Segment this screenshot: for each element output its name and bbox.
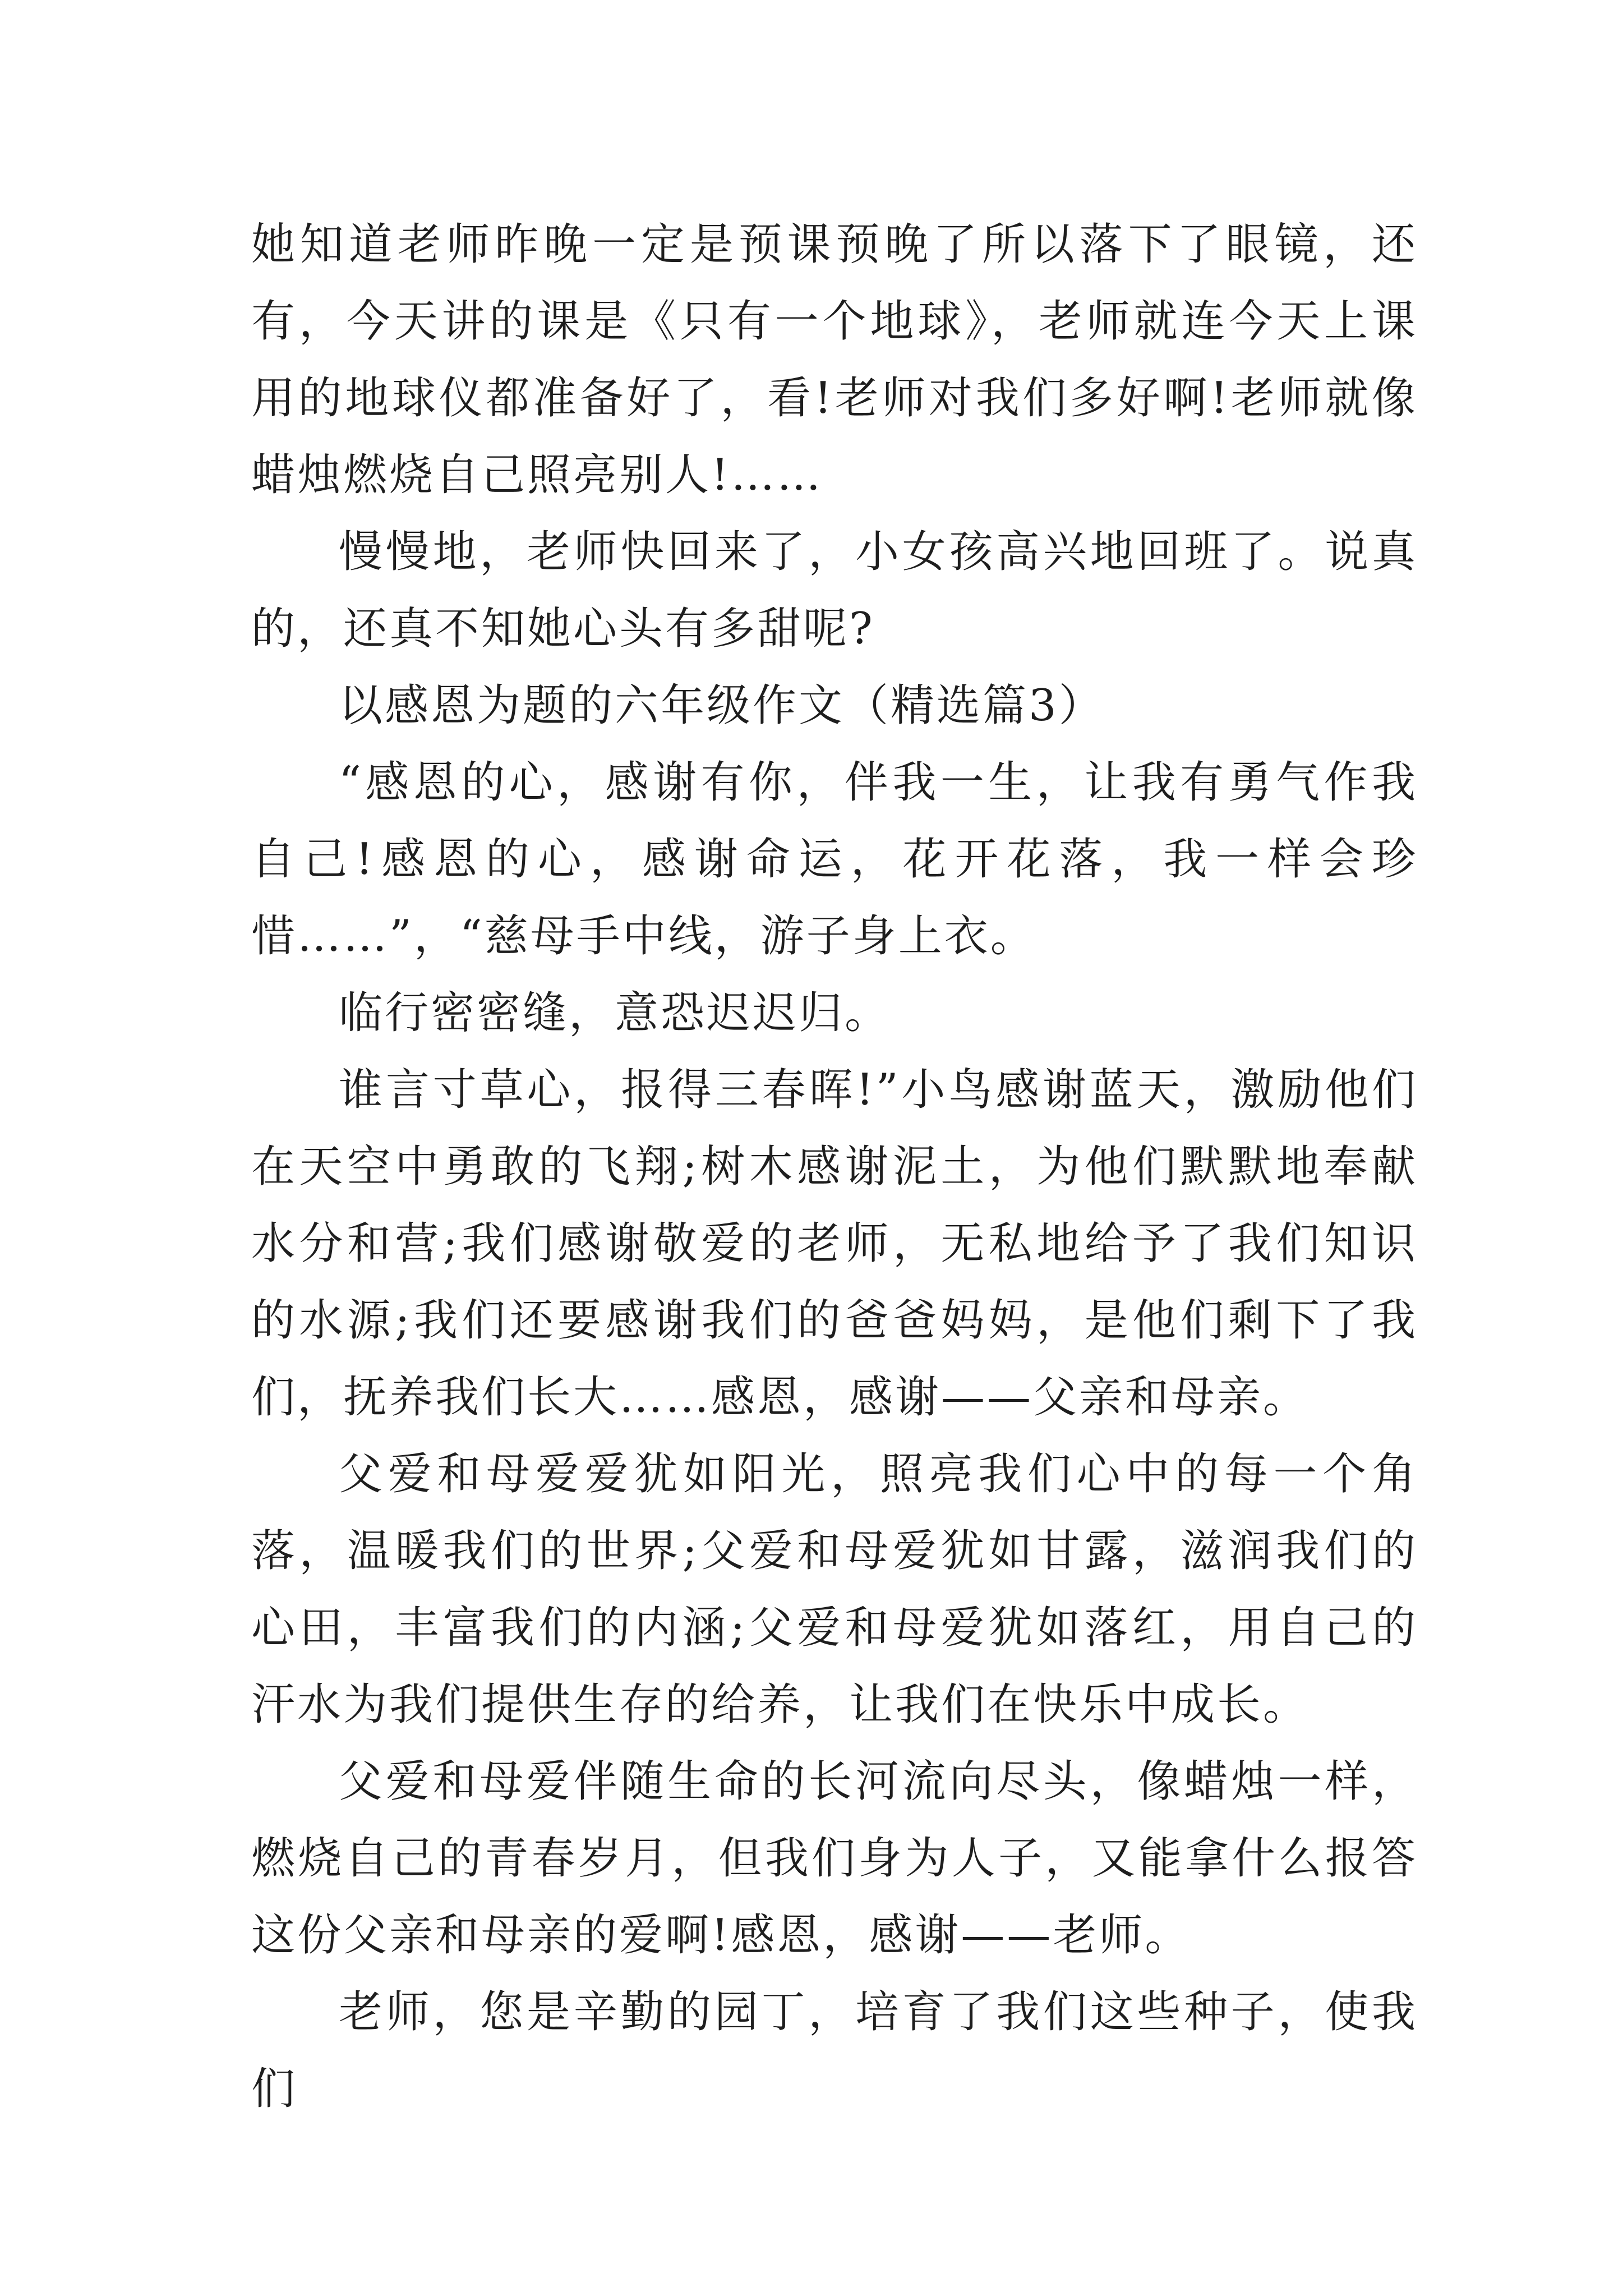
section-heading: 以感恩为题的六年级作文（精选篇3） (339, 680, 1105, 731)
document-body (251, 206, 1418, 2128)
paragraph-1: 她知道老师昨晚一定是预课预晚了所以落下了眼镜，还有，今天讲的课是《只有一个地球》，老师就连今天上课用的地球仪都准备好了，看!老师对我们多好啊!老师就像蜡烛燃烧自己照亮别人!…… (251, 219, 1418, 500)
paragraph-6: 父爱和母爱爱犹如阳光，照亮我们心中的每一个角落，温暖我们的世界;父爱和母爱犹如甘露，滋润我们的心田，丰富我们的内涵;父爱和母爱犹如落红，用自己的汗水为我们提供生存的给养，让我们在快乐中成长。 (251, 1449, 1418, 1730)
paragraph-8: 老师，您是辛勤的园丁，培育了我们这些种子，使我们 (251, 1987, 1418, 2114)
paragraph-3: “感恩的心，感谢有你，伴我一生，让我有勇气作我自己!感恩的心，感谢命运，花开花落，我一样会珍惜……”，“慈母手中线，游子身上衣。 (251, 757, 1418, 961)
paragraph-5: 谁言寸草心，报得三春晖!”小鸟感谢蓝天，激励他们在天空中勇敢的飞翔;树木感谢泥土，为他们默默地奉献水分和营;我们感谢敬爱的老师，无私地给予了我们知识的水源;我们还要感谢我们的爸爸妈妈，是他们剩下了我们，抚养我们长大……感恩，感谢——父亲和母亲。 (251, 1065, 1418, 1423)
paragraph-7: 父爱和母爱伴随生命的长河流向尽头，像蜡烛一样，燃烧自己的青春岁月，但我们身为人子，又能拿什么报答这份父亲和母亲的爱啊!感恩，感谢——老师。 (251, 1756, 1418, 1961)
paragraph-2: 慢慢地，老师快回来了，小女孩高兴地回班了。说真的，还真不知她心头有多甜呢? (251, 527, 1418, 654)
paragraph-4: 临行密密缝，意恐迟迟归。 (339, 988, 891, 1038)
